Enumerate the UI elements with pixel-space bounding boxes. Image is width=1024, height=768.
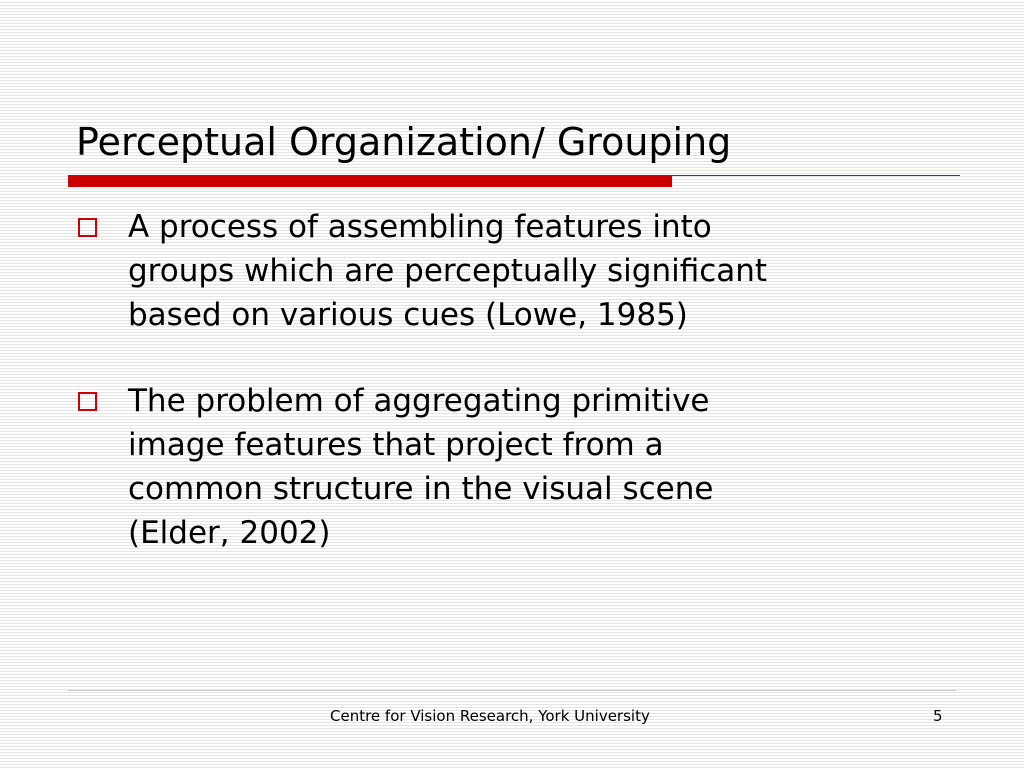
bullet-text: The problem of aggregating primitive image features that project from a common structure in the visual scene (Elder, 2002): [128, 383, 714, 551]
page-number: 5: [933, 707, 943, 725]
slide-title: Perceptual Organization/ Grouping: [76, 120, 732, 164]
bullet-list: [78, 205, 978, 597]
title-underline-thin: [672, 175, 960, 176]
footer-text: Centre for Vision Research, York University: [330, 707, 650, 725]
title-underline-thick: [68, 175, 672, 187]
bullet-item: [78, 379, 978, 555]
bullet-text: A process of assembling features into groups which are perceptually significant based on various cues (Lowe, 1985): [128, 209, 768, 333]
hollow-square-bullet-icon: [78, 218, 97, 237]
footer-divider: [68, 690, 956, 691]
hollow-square-bullet-icon: [78, 392, 97, 411]
bullet-item: [78, 205, 978, 337]
